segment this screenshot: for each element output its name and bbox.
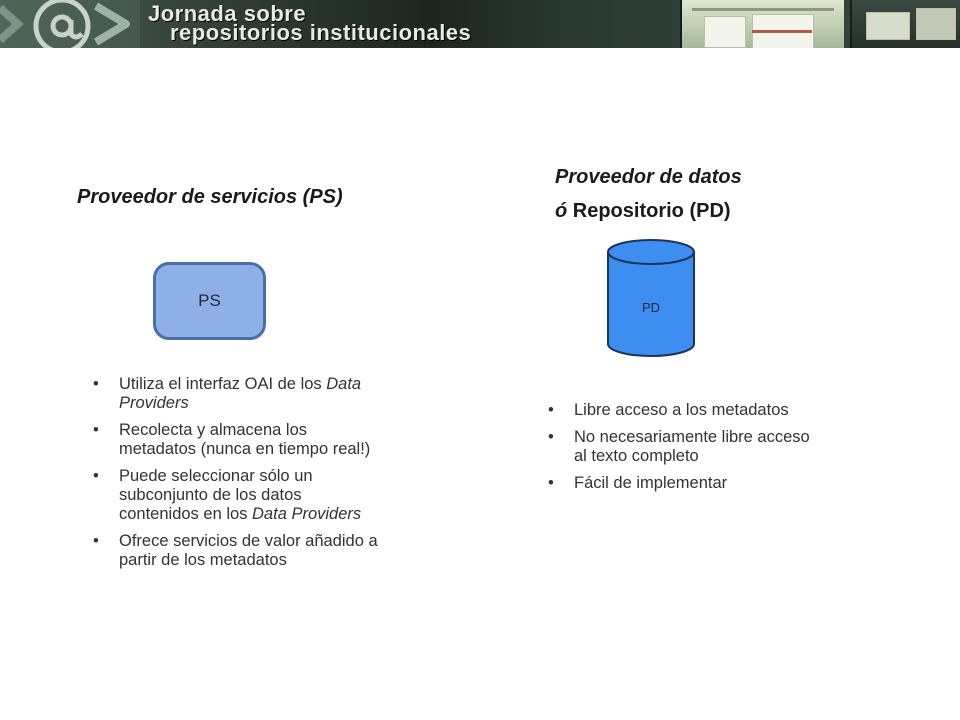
pd-heading-or: ó xyxy=(555,200,568,222)
list-item: • Ofrece servicios de valor añadido a partir de los metadatos xyxy=(91,532,381,570)
banner-screenshot-thumbnail-2 xyxy=(850,0,960,48)
list-item: • Fácil de implementar xyxy=(546,474,816,493)
at-logo-icon xyxy=(0,0,140,48)
banner-title-line1: Jornada sobre xyxy=(148,1,307,26)
list-item: • No necesariamente libre acceso al texto completo xyxy=(546,428,816,466)
list-item: • Utiliza el interfaz OAI de los Data Providers xyxy=(91,375,381,413)
pd-heading-repositorio: Repositorio (PD) xyxy=(567,200,731,222)
list-item: • Puede seleccionar sólo un subconjunto de los datos contenidos en los Data Providers xyxy=(91,467,381,524)
header-banner xyxy=(0,0,960,48)
list-item: • Libre acceso a los metadatos xyxy=(546,401,816,420)
banner-screenshot-thumbnail xyxy=(680,0,844,48)
pd-heading-line1: Proveedor de datos xyxy=(555,166,742,188)
pd-heading-line2 xyxy=(555,200,731,223)
pd-database-cylinder-icon xyxy=(606,238,696,358)
ps-box-label: PS xyxy=(198,291,221,310)
pd-bullet-list xyxy=(546,401,816,501)
ps-bullet-list xyxy=(91,375,381,578)
ps-service-provider-box xyxy=(153,262,266,340)
pd-cylinder-label: PD xyxy=(641,300,661,315)
list-item: • Recolecta y almacena los metadatos (nunca en tiempo real!) xyxy=(91,421,381,459)
ps-heading: Proveedor de servicios (PS) xyxy=(77,186,343,208)
banner-title-line2: repositorios institucionales xyxy=(170,20,472,45)
